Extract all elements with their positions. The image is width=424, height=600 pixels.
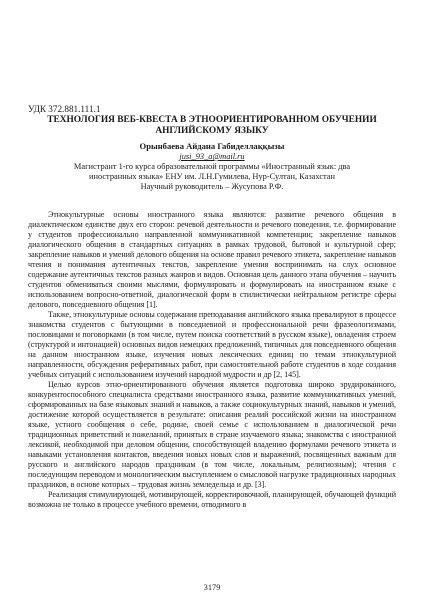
author-email-link[interactable]: jusi_93_a@mail.ru bbox=[179, 152, 245, 161]
supervisor-line: Научный руководитель – Жусупова Р.Ф. bbox=[140, 182, 284, 191]
paragraph: Также, этнокультурные основы содержания преподавания английского языка превалируют в процессе знакомства студентов с бытующими в повседневной и профессиональной речи фразеологизмами, пословицами и поговорками (в том числе, путем поиска соответствий в русском языке), овладения строем (структурой и интонацией) основных видов немецких предложений, типичных для повседневного общения на данном иностранном языке, изучения новых лексических единиц по темам этнокультурной направленности, обсуждения реферативных работ, при самостоятельной работе студентов в ходе создания учебных ситуаций с использованием изучений народной мудрости и др [2, 145]. bbox=[28, 310, 396, 379]
affiliation-line-2: иностранных языка» ЕНУ им. Л.Н.Гумилева, Нур-Султан, Казахстан bbox=[88, 172, 336, 181]
title-line-2: АНГЛИЙСКОМУ ЯЗЫКУ bbox=[155, 126, 269, 136]
article-body bbox=[28, 210, 396, 510]
paragraph: Реализация стимулирующей, мотивирующей, корректировочной, планирующей, обучающей функций возможна не только в процессе учебного времени, отводимого в bbox=[28, 490, 396, 509]
article-page bbox=[28, 104, 396, 510]
udc-code: УДК 372.881.111.1 bbox=[28, 104, 101, 114]
author-name: Орынбаева Айдана Габиделлаққызы bbox=[139, 141, 285, 151]
paragraph: Этнокультурные основы иностранного языка являются: развитие речевого общения в диалектическом единстве двух его сторон: речевой деятельности и речевого поведения, т.е. формирование у студентов профессионально направленной коммуникативной компетенции; закрепление навыков диалогического общения в стандартных ситуациях в рамках трудовой, бытовой и культурной сфер; закрепление навыков и умений делового общения на основе правил речевого этикета, закрепление навыков чтения и понимания аутентичных текстов, закрепление умения воспринимать на слух основное содержание аутентичных текстов разных жанров и видов. Основная цель данного этапа обучения – научить студентов обмениваться своими мыслями, формулировать и формулировать на иностранном языке с использованием вопросно-ответной, диалогической форм в стилистически нейтральном регистре сферы делового, повседневного общения [1]. bbox=[28, 210, 396, 309]
affiliation-line-1: Магистрант 1-го курса образовательной программы «Иностранный язык: два bbox=[73, 162, 351, 171]
paragraph: Целью курсов этно-ориентированного обучения является подготовка широко эрудированного, конкурентоспособного специалиста средствами иностранного языка, развитие коммуникативных умений, сформированных на базе языковых знаний и навыков, а также социокультурных знаний, навыков и умений, достижение которой осуществляется в результате: описания реалий российской жизни на иностранном языке, устного сообщения о себе, родине, своей семье с использованием в диалогической речи традиционных приветствий и пожеланий, принятых в стране изучаемого языка; знакомства с иностранной лексикой, необходимой при деловом общении, способствующей владению формулами речевого этикета и навыками установления контактов, введения новых новых слов и выражений, посвященных важным для русского и английского народов праздникам (в том числе, локальным, религиозным); чтения с последующим переводом и монологическим выступлением о смысловой нагрузке традиционных народных праздников, в основе которых – трудовая жизнь земледельца и др. [3]. bbox=[28, 380, 396, 489]
page-number: 3179 bbox=[203, 583, 221, 592]
article-title bbox=[28, 115, 396, 137]
title-line-1: ТЕХНОЛОГИЯ ВЕБ-КВЕСТА В ЭТНООРИЕНТИРОВАННОМ ОБУЧЕНИИ bbox=[47, 115, 377, 125]
